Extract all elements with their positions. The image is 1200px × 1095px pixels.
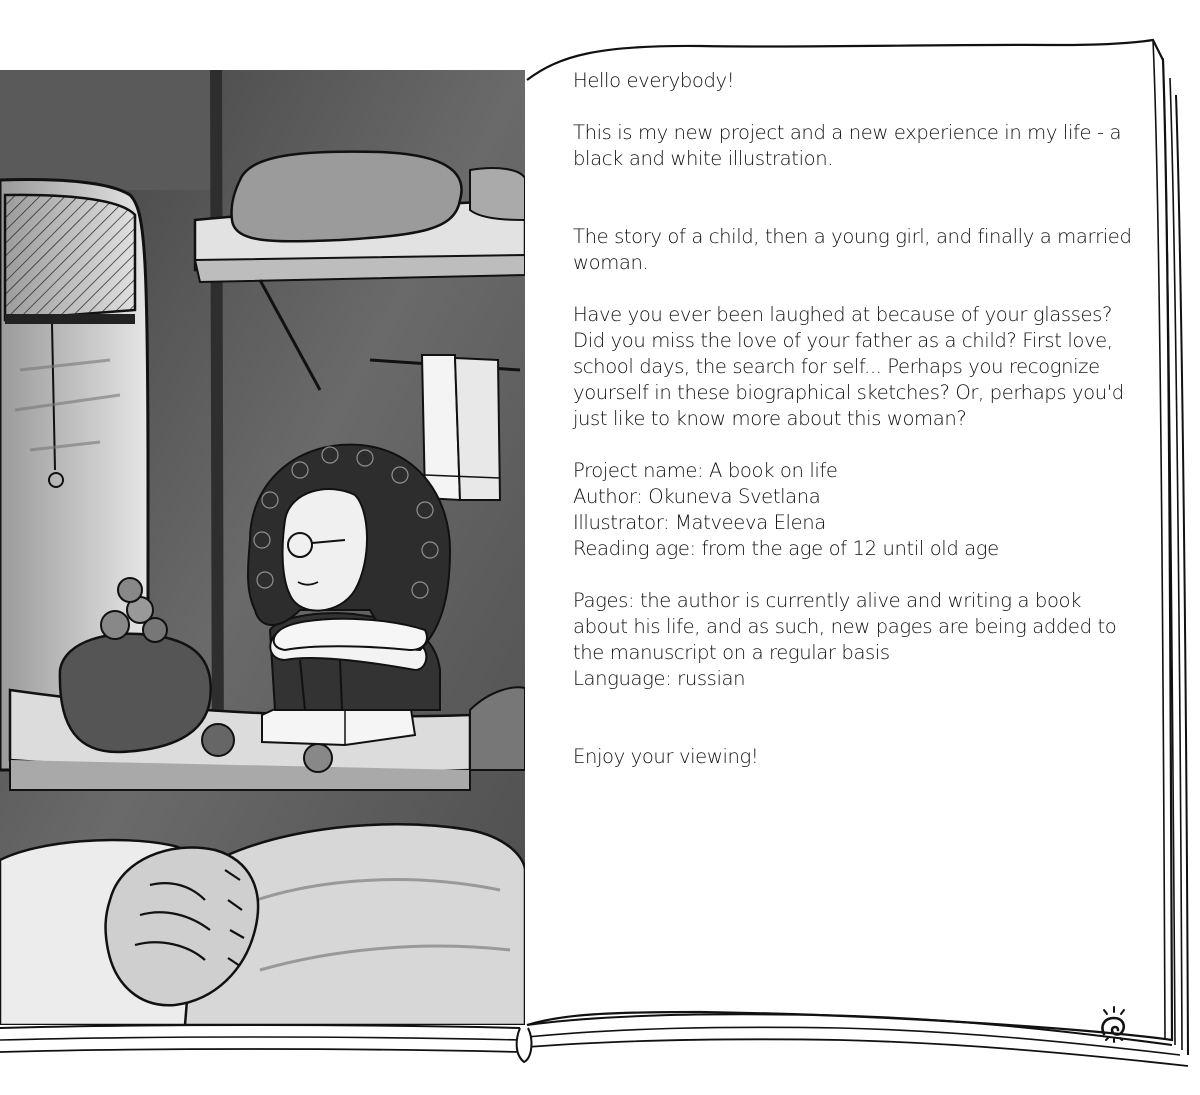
train-compartment-illustration	[0, 70, 525, 1025]
text-page	[573, 68, 1133, 770]
story-text: The story of a child, then a young girl, and finally a married woman.	[573, 225, 1132, 274]
project-name-text: Project name: A book on life	[573, 459, 838, 482]
author-text: Author: Okuneva Svetlana	[573, 485, 821, 508]
illustrator-text: Illustrator: Matveeva Elena	[573, 511, 826, 534]
closing-text: Enjoy your viewing!	[573, 745, 759, 768]
questions-text: Have you ever been laughed at because of your glasses? Did you miss the love of your father as a child? First love, school days, the search for self... Perhaps you recognize yourself in these biographical sketches? Or, perhaps you'd just like to know more about this woman?	[573, 303, 1124, 430]
reading-age-text: Reading age: from the age of 12 until old age	[573, 537, 999, 560]
language-text: Language: russian	[573, 667, 746, 690]
intro-text: This is my new project and a new experience in my life - a black and white illustration.	[573, 121, 1122, 170]
pages-info-text: Pages: the author is currently alive and writing a book about his life, and as such, new pages are being added to the manuscript on a regular basis	[573, 589, 1117, 664]
greeting-text: Hello everybody!	[573, 69, 735, 92]
artist-signature-icon	[1096, 1004, 1132, 1044]
